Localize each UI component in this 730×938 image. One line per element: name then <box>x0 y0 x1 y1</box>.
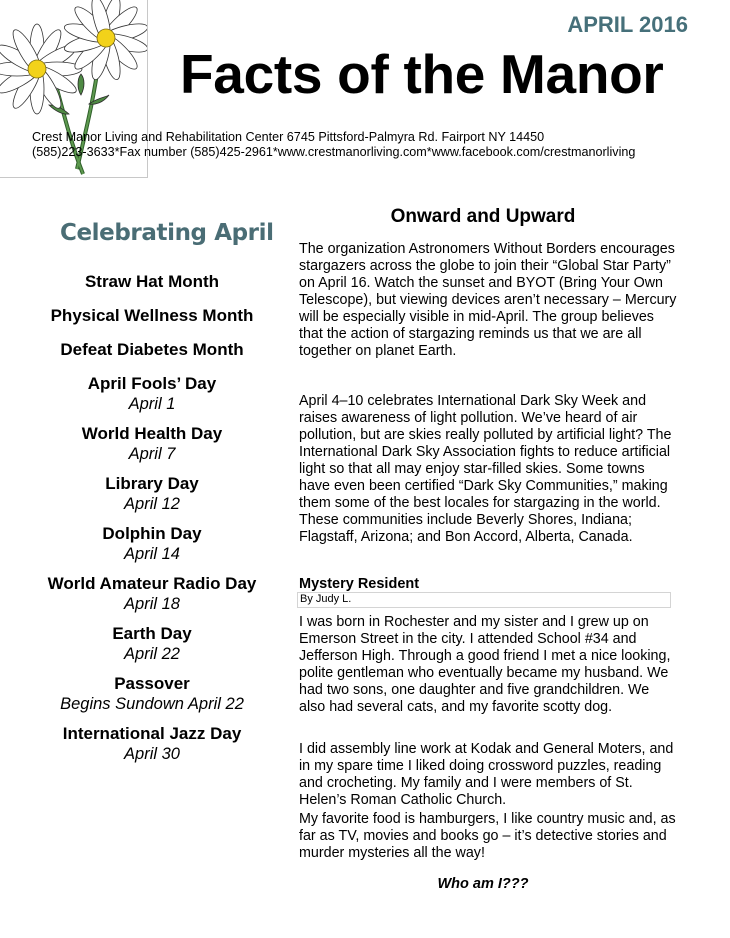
event-date: April 30 <box>124 745 180 763</box>
event-date: April 14 <box>124 545 180 563</box>
event-date: April 12 <box>124 495 180 513</box>
event-date: April 1 <box>128 395 176 413</box>
event-item <box>20 474 284 514</box>
mystery-paragraph: I was born in Rochester and my sister and I grew up on Emerson Street in the city. I attended School #34 and Jefferson High. Through a good friend I met a nice looking, polite gentleman who eventually became my husband. We had two sons, one daughter and five grandchildren. We also had several cats, and my favorite scotty dog. <box>299 614 671 715</box>
event-name: Physical Wellness Month <box>50 306 254 325</box>
event-name: Passover <box>114 674 190 693</box>
event-item <box>20 340 284 360</box>
event-name: April Fools’ Day <box>87 374 217 393</box>
mystery-paragraph: My favorite food is hamburgers, I like country music and, as far as TV, movies and books go – it’s detective stories and murder mysteries all the way! <box>299 811 676 861</box>
byline-box <box>297 592 671 608</box>
newsletter-title: Facts of the Manor <box>180 43 664 105</box>
mystery-heading: Mystery Resident <box>299 576 420 592</box>
event-item <box>20 674 284 714</box>
event-name: Dolphin Day <box>102 524 202 543</box>
event-name: Library Day <box>105 474 199 493</box>
article-paragraph: The organization Astronomers Without Borders encourages stargazers across the globe to join their “Global Star Party” on April 16. Watch the sunset and BYOT (Bring Your Own Telescope), but viewing devices aren’t necessary – Mercury will be especially visible in mid-April. The group believes that the action of stargazing reminds us that we are all together on planet Earth. <box>299 241 677 359</box>
celebrating-heading: Celebrating April <box>60 220 274 246</box>
event-name: World Amateur Radio Day <box>47 574 257 593</box>
event-date: April 18 <box>124 595 180 613</box>
events-list <box>20 272 284 774</box>
event-item <box>20 624 284 664</box>
event-name: Earth Day <box>112 624 192 643</box>
event-date: April 7 <box>128 445 176 463</box>
event-item <box>20 374 284 414</box>
event-date: April 22 <box>124 645 180 663</box>
event-item <box>20 724 284 764</box>
event-name: World Health Day <box>81 424 223 443</box>
byline: By Judy L. <box>300 593 352 605</box>
event-item <box>20 524 284 564</box>
contact-phone-web: (585)223-3633*Fax number (585)425-2961*www.crestmanorliving.com*www.facebook.com/crestmanorliving <box>32 145 636 159</box>
contact-info <box>32 130 635 160</box>
event-item <box>20 424 284 464</box>
contact-address: Crest Manor Living and Rehabilitation Center 6745 Pittsford-Palmyra Rd. Fairport NY 14450 <box>32 130 545 144</box>
article-title: Onward and Upward <box>390 206 576 227</box>
event-item <box>20 574 284 614</box>
event-name: Straw Hat Month <box>84 272 220 291</box>
event-name: International Jazz Day <box>62 724 242 743</box>
mystery-closing: Who am I??? <box>437 876 529 892</box>
issue-date: APRIL 2016 <box>567 12 688 37</box>
event-item <box>20 306 284 326</box>
event-item <box>20 272 284 292</box>
event-name: Defeat Diabetes Month <box>60 340 244 359</box>
event-date: Begins Sundown April 22 <box>60 695 244 713</box>
article-paragraph: April 4–10 celebrates International Dark Sky Week and raises awareness of light pollution. We’ve heard of air pollution, but are skies really polluted by artificial light? The International Dark Sky Association fights to reduce artificial light so that all may enjoy star-filled skies. Some towns have even been certified “Dark Sky Communities,” making them some of the best locales for stargazing in the world. These communities include Beverly Shores, Indiana; Flagstaff, Arizona; and Bon Accord, Alberta, Canada. <box>299 393 672 545</box>
mystery-paragraph: I did assembly line work at Kodak and General Moters, and in my spare time I liked doing crossword puzzles, reading and crocheting. My family and I were members of St. Helen’s Roman Catholic Church. <box>299 741 674 808</box>
